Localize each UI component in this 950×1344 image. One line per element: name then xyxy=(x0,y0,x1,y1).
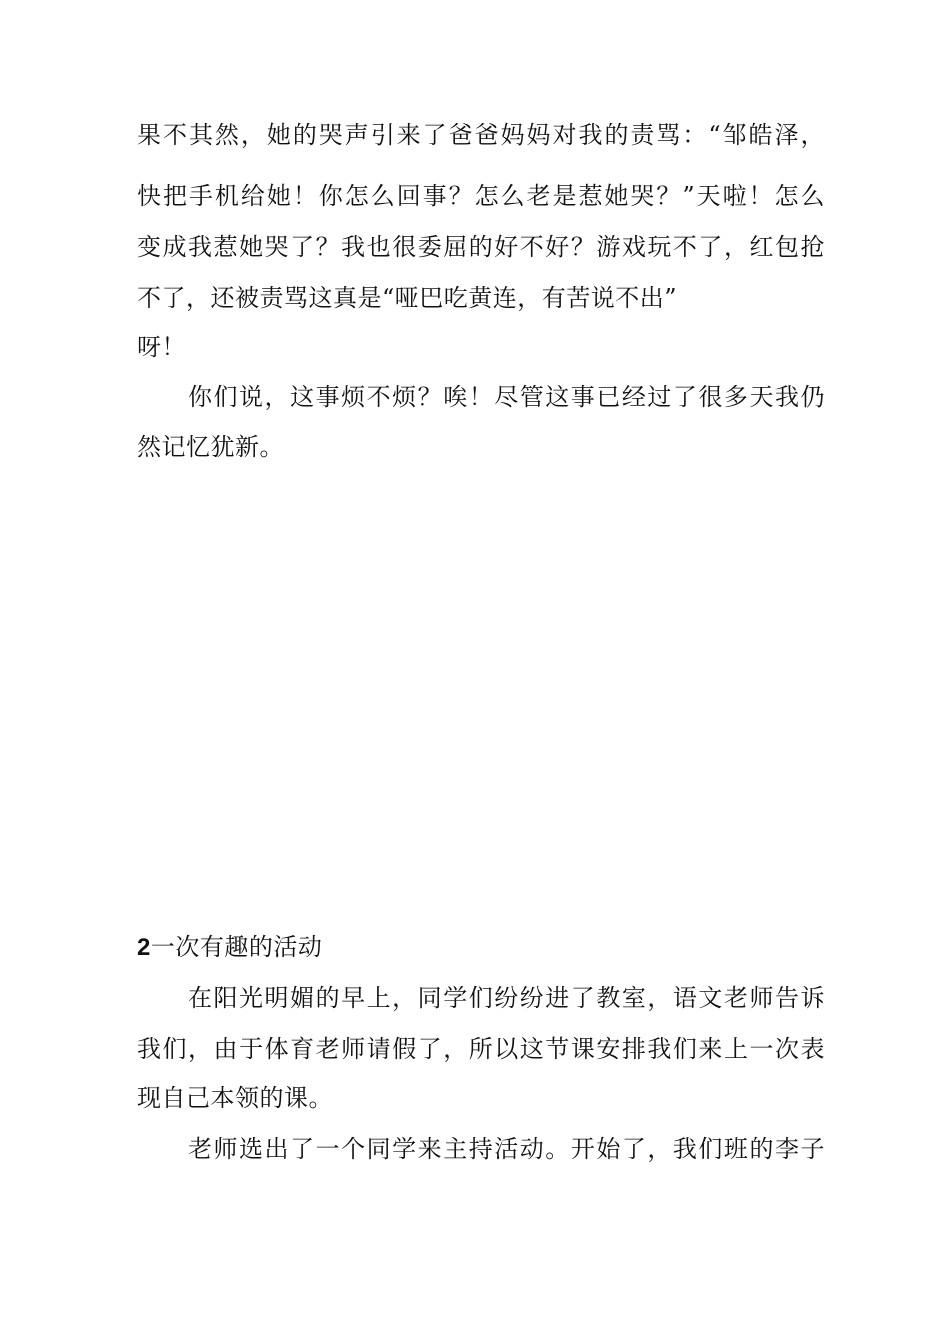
text-line: 果不其然，她的哭声引来了爸爸妈妈对我的责骂：“邹皓泽， xyxy=(137,121,825,149)
text-line: 呀！ xyxy=(137,333,186,361)
text-line: 老师选出了一个同学来主持活动。开始了，我们班的李子 xyxy=(188,1135,825,1163)
section-title: 一次有趣的活动 xyxy=(150,933,323,961)
section-heading xyxy=(137,932,322,963)
text-line: 然记忆犹新。 xyxy=(137,433,284,461)
text-line: 快把手机给她！你怎么回事？怎么老是惹她哭？”天啦！怎么 xyxy=(137,182,825,210)
text-line: 现自己本领的课。 xyxy=(137,1084,333,1112)
text-line: 我们，由于体育老师请假了，所以这节课安排我们来上一次表 xyxy=(137,1035,825,1063)
text-line: 变成我惹她哭了？我也很委屈的好不好？游戏玩不了，红包抢 xyxy=(137,233,825,261)
text-line: 不了，还被责骂这真是“哑巴吃黄连，有苦说不出” xyxy=(137,284,678,312)
text-line: 你们说，这事烦不烦？唉！尽管这事已经过了很多天我仍 xyxy=(188,383,825,411)
text-line: 在阳光明媚的早上，同学们纷纷进了教室，语文老师告诉 xyxy=(188,984,825,1012)
section-number: 2 xyxy=(137,934,151,961)
